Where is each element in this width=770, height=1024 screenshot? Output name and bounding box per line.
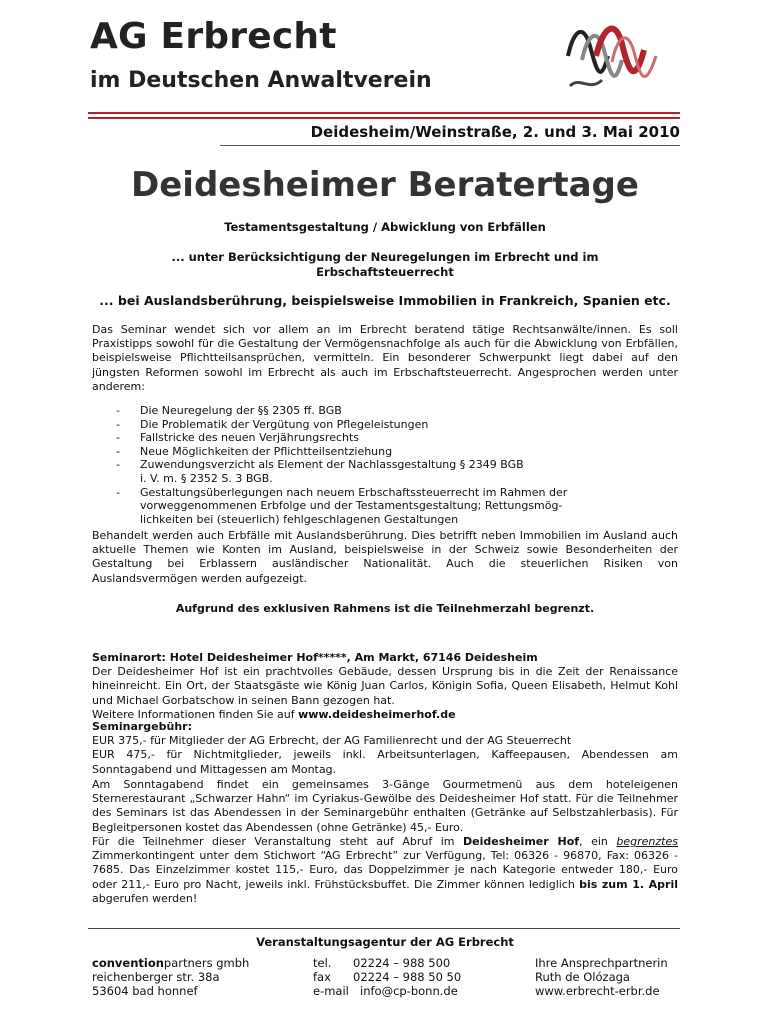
footer-heading: Veranstaltungsagentur der AG Erbrecht (256, 935, 514, 949)
agency-name (92, 956, 249, 970)
ag-erbrecht-logo-icon (560, 16, 660, 98)
event-rule (220, 145, 680, 146)
seminar-title: Deidesheimer Beratertage (131, 165, 639, 205)
bullet-dash: - (116, 431, 120, 445)
topic-list-item (92, 486, 678, 527)
subtitle-testament: Testamentsgestaltung / Abwicklung von Erbfällen (224, 220, 546, 234)
header-rule (88, 117, 680, 119)
contact-label: Ihre Ansprechpartnerin (535, 956, 668, 970)
contact-person-block (535, 956, 668, 998)
bullet-dash: - (116, 404, 120, 417)
venue-description: Der Deidesheimer Hof ist ein prachtvolles Gebäude, dessen Ursprung bis in die Zeit der Renaissance hineinreicht. Ein Ort, der Staatsgäste wie König Juan Carlos, Königin Sofia, Queen Elisabeth, Helmut Kohl und Michael Gorbatschow in seinen Bann gezogen hat. (92, 665, 678, 707)
topic-list (92, 404, 678, 526)
rooms-deadline: bis zum 1. April (579, 877, 679, 891)
topic-list-item-line: Die Neuregelung der §§ 2305 ff. BGB (140, 404, 342, 417)
agency-address (92, 956, 249, 998)
topic-list-item-line: Die Problematik der Vergütung von Pflegeleistungen (140, 417, 429, 431)
agency-phone-block (313, 956, 461, 998)
rooms-paragraph (92, 835, 678, 906)
fee-nonmembers: EUR 475,- für Nichtmitglieder, jeweils inkl. Arbeitsunterlagen, Kaffeepausen, Abendessen am Sonntagabend und Mittagessen am Montag. (92, 748, 678, 776)
subtitle-reforms-line1: ... unter Berücksichtigung der Neuregelungen im Erbrecht und im (171, 250, 599, 264)
fax-label: fax (313, 970, 331, 984)
dinner-paragraph: Am Sonntagabend findet ein gemeinsames 3-Gänge Gourmetmenü aus dem hoteleigenen Sternerestaurant „Schwarzer Hahn“ im Cyriakus-Gewölbe des Deidesheimer Hof statt. Für die Teilnehmer des Seminars ist das Abendessen in der Seminargebühr enthalten (Getränke auf Selbstzahlerbasis). Für Begleitpersonen kostet das Abendessen (ohne Getränke) 45,- Euro. (92, 778, 678, 834)
email-link[interactable]: info@cp-bonn.de (360, 984, 458, 998)
bullet-dash: - (116, 444, 120, 458)
bullet-dash: - (116, 485, 120, 499)
rooms-text-3: Zimmerkontingent unter dem Stichwort “AG Erbrecht” zur Verfügung, Tel: 06326 - 96870, Fax: 06326 - 7685. Das Einzelzimmer kostet 115,- Euro, das Doppelzimmer je nach Kategorie entweder 180,- Euro oder 211,- Euro pro Nacht, jeweils inkl. Frühstücksbuffet. Die Zimmer können lediglich (92, 849, 678, 891)
venue-more-info-label: Weitere Informationen finden Sie auf (92, 707, 299, 721)
rooms-text-2: , ein (579, 835, 617, 848)
intro-paragraph: Das Seminar wendet sich vor allem an im Erbrecht beratend tätige Rechtsanwälte/innen. Es soll Praxistipps sowohl für die Gestaltung der Vermögensnachfolge als auch für die Abwicklung von Erbfällen, beispielsweise Pflichtteilsansprüchen, vermitteln. Ein besonderer Schwerpunkt liegt dabei auf den jüngsten Reformen sowohl im Erbrecht als auch im Erbschaftsteuerrecht. Angesprochen werden unter anderem: (92, 323, 678, 393)
fee-members: EUR 375,- für Mitglieder der AG Erbrecht, der AG Familienrecht und der AG Steuerrecht (92, 734, 572, 748)
subtitle-abroad: ... bei Auslandsberührung, beispielsweise Immobilien in Frankreich, Spanien etc. (99, 293, 671, 308)
rooms-text-1: Für die Teilnehmer dieser Veranstaltung steht auf Abruf im (92, 835, 464, 848)
agency-name-rest: partners gmbh (163, 956, 250, 970)
participant-limit-notice: Aufgrund des exklusiven Rahmens ist die Teilnehmerzahl begrenzt. (175, 602, 595, 615)
rooms-text-4: abgerufen werden! (92, 891, 198, 905)
venue-heading: Seminarort: Hotel Deidesheimer Hof*****, Am Markt, 67146 Deidesheim (92, 651, 538, 664)
rooms-hotel-name: Deidesheimer Hof (463, 835, 580, 848)
tel-label: tel. (313, 956, 332, 970)
topic-list-item (92, 418, 678, 432)
venue-website-link[interactable]: www.deidesheimerhof.de (298, 707, 456, 721)
agency-city: 53604 bad honnef (92, 984, 198, 998)
agency-name-bold: convention (92, 956, 164, 970)
footer-rule (88, 928, 680, 929)
topic-list-item (92, 404, 678, 418)
topic-list-item-line: Gestaltungsüberlegungen nach neuem Erbschaftssteuerrecht im Rahmen der (140, 485, 568, 499)
email-label: e-mail (313, 984, 349, 998)
tel-number[interactable]: 02224 – 988 500 (353, 956, 451, 970)
topic-list-item (92, 445, 678, 459)
event-date-location: Deidesheim/Weinstraße, 2. und 3. Mai 2010 (310, 123, 680, 141)
email-row (313, 984, 461, 998)
agency-street: reichenberger str. 38a (92, 970, 220, 984)
org-subtitle: im Deutschen Anwaltverein (90, 68, 432, 93)
topic-list-item (92, 458, 678, 485)
topic-list-item-line: i. V. m. § 2352 S. 3 BGB. (140, 471, 273, 485)
abroad-paragraph: Behandelt werden auch Erbfälle mit Auslandsberührung. Dies betrifft neben Immobilien im Ausland auch aktuelle Themen wie Konten im Ausland, beispielsweise in der Schweiz sowie Besonderheiten der Gestaltung bei Erblassern ausländischer Nationalität. Auch die steuerlichen Risiken von Auslandsvermögen werden aufgezeigt. (92, 529, 678, 585)
topic-list-item-line: Fallstricke des neuen Verjährungsrechts (140, 431, 360, 445)
topic-list-item (92, 431, 678, 445)
topic-list-item-line: vorweggenommenen Erbfolge und der Testamentsgestaltung; Rettungsmög- (140, 499, 563, 513)
website-link[interactable]: www.erbrecht-erbr.de (535, 984, 660, 998)
venue-section (92, 651, 678, 722)
subtitle-reforms (92, 250, 678, 280)
header-rule (88, 112, 680, 114)
tel-row (313, 956, 461, 970)
rooms-limited: begrenztes (616, 835, 678, 848)
bullet-dash: - (116, 417, 120, 431)
subtitle-reforms-line2: Erbschaftsteuerrecht (316, 265, 454, 279)
fax-row (313, 970, 461, 984)
topic-list-item-line: lichkeiten bei (steuerlich) fehlgeschlagenen Gestaltungen (140, 512, 459, 526)
fax-number: 02224 – 988 50 50 (353, 970, 462, 984)
topic-list-item-line: Neue Möglichkeiten der Pflichtteilsentziehung (140, 444, 393, 458)
fees-section (92, 720, 678, 777)
bullet-dash: - (116, 458, 120, 472)
fees-heading: Seminargebühr: (92, 720, 192, 733)
contact-name: Ruth de Olózaga (535, 970, 630, 984)
org-title: AG Erbrecht (90, 16, 337, 57)
topic-list-item-line: Zuwendungsverzicht als Element der Nachlassgestaltung § 2349 BGB (140, 458, 524, 472)
